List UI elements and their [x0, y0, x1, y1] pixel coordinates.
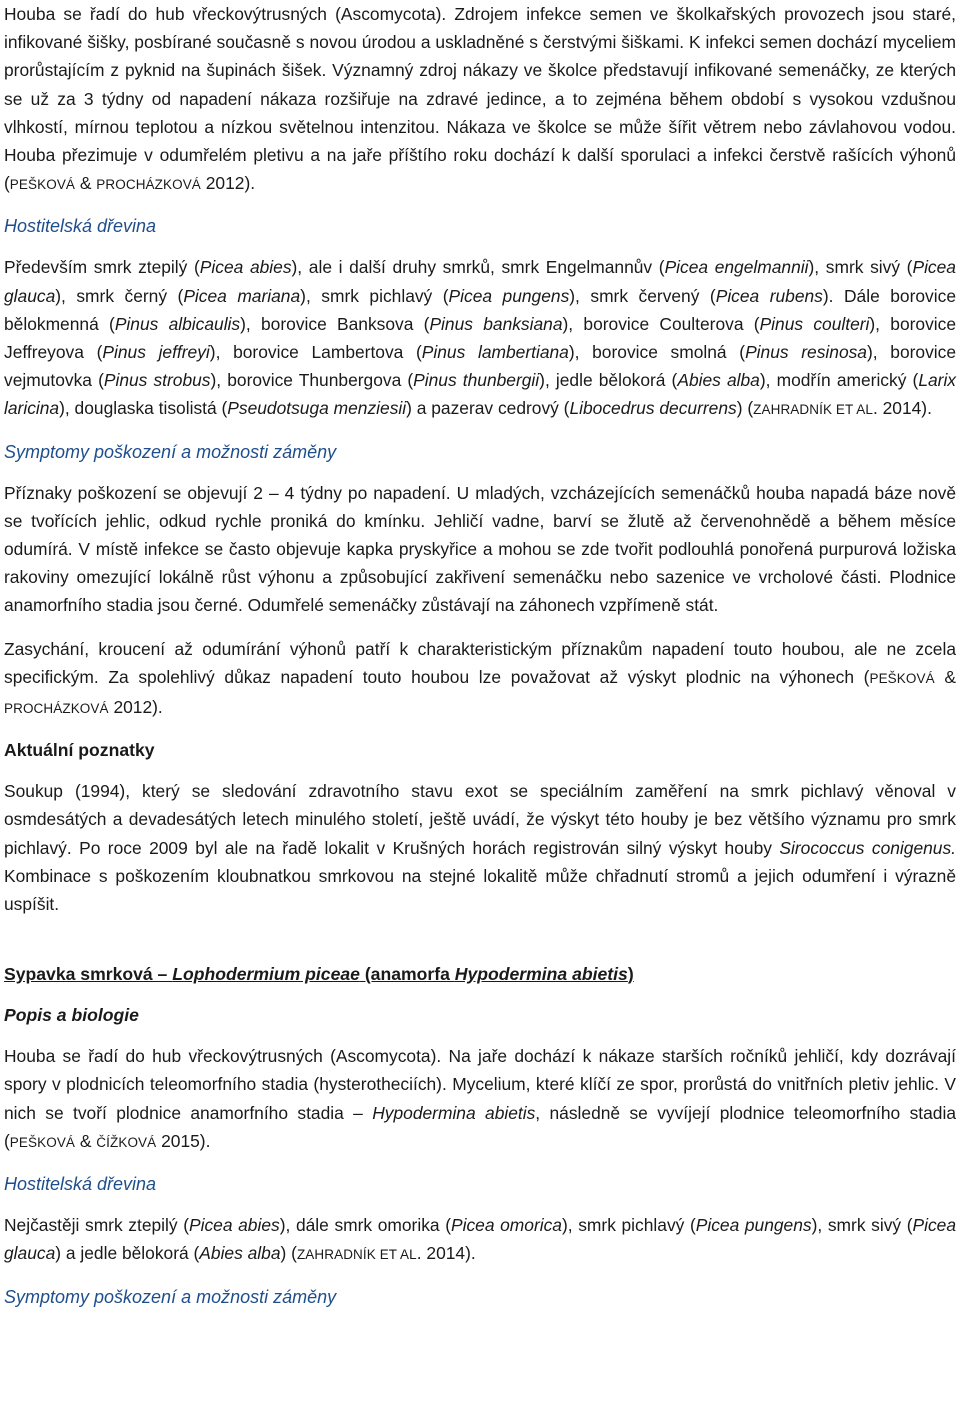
paragraph-host-trees: Především smrk ztepilý (Picea abies), ale i další druhy smrků, smrk Engelmannův (Picea engelmannii), smrk sivý (Picea glauca), smrk černý (Picea mariana), smrk pichlavý (Picea pungens), smrk červený (Picea rubens). Dále borovice bělokmenná (Pinus albicaulis), borovice Banksova (Pinus banksiana), borovice Coulterova (Pinus coulteri), borovice Jeffreyova (Pinus jeffreyi), borovice Lambertova (Pinus lambertiana), borovice smolná (Pinus resinosa), borovice vejmutovka (Pinus strobus), borovice Thunbergova (Pinus thunbergii), jedle bělokorá (Abies alba), modřín americký (Larix laricina), douglaska tisolistá (Pseudotsuga menziesii) a pazerav cedrový (Libocedrus decurrens) (ZAHRADNÍK ET AL. 2014). — [4, 257, 957, 419]
author-citation: PROCHÁZKOVÁ — [96, 177, 201, 193]
section-heading-description: Popis a biologie — [4, 1005, 139, 1026]
author-citation: PEŠKOVÁ — [9, 1134, 76, 1150]
author-citation: ČÍŽKOVÁ — [96, 1134, 157, 1150]
section-heading-symptoms: Symptomy poškození a možnosti záměny — [4, 441, 337, 462]
author-citation: PROCHÁZKOVÁ — [4, 701, 109, 717]
author-citation: ZAHRADNÍK ET AL — [753, 402, 873, 418]
section-heading-host-trees-2: Hostitelská dřevina — [4, 1174, 157, 1195]
disease-title: Sypavka smrková – Lophodermium piceae (anamorfa Hypodermina abietis) — [4, 964, 634, 985]
section-heading-symptoms-2: Symptomy poškození a možnosti záměny — [4, 1286, 337, 1307]
author-citation: PEŠKOVÁ — [869, 670, 935, 686]
paragraph-current-findings: Soukup (1994), který se sledování zdravotního stavu exot se speciálním zaměření na smrk pichlavý věnoval v osmdesátých a devadesátých letech minulého století, ještě uvádí, že výskyt této houby je bez většího významu pro smrk pichlavý. Po roce 2009 byl ale na řadě lokalit v Krušných horách registrován silný výskyt houby Sirococcus conigenus. Kombinace s poškozením kloubnatkou smrkovou na stejné lokalitě může chřadnutí stromů a jejich odumření i výrazně uspíšit. — [4, 781, 956, 915]
paragraph-infection-source: Houba se řadí do hub vřeckovýtrusných (Ascomycota). Zdrojem infekce semen ve školkařských provozech jsou staré, infikované šišky, posbírané současně s novou úrodou a uskladněné s čerstvými šiškami. K infekci semen dochází myceliem prorůstajícím z pyknid na šupinách šišek. Významný zdroj nákazy ve školce představují infikované semenáčky, ze kterých se už za 3 týdny od napadení nákaza rozšiřuje na zdravé jedince, a to zejména během období s vysokou vzdušnou vlhkostí, mírnou teplotou a nízkou světelnou intenzitou. Nákaza ve školce se může šířit větrem nebo závlahovou vodou. Houba přezimuje v odumřelém pletivu a na jaře příštího roku dochází k další sporulaci a infekci čerstvě rašících výhonů (PEŠKOVÁ & PROCHÁZKOVÁ 2012). — [4, 4, 956, 194]
section-heading-host-trees: Hostitelská dřevina — [4, 216, 157, 237]
author-citation: ZAHRADNÍK ET AL — [296, 1247, 417, 1263]
paragraph-description: Houba se řadí do hub vřeckovýtrusných (Ascomycota). Na jaře dochází k nákaze starších ročníků jehličí, kdy dozrávají spory v plodnicích teleomorfního stadia (hysterotheciích). Mycelium, které klíčí ze spor, prorůstá do vnitřních pletiv jehlic. V nich se tvoří plodnice anamorfního stadia – Hypodermina abietis, následně se vyvíjejí plodnice teleomorfního stadia (PEŠKOVÁ & ČÍŽKOVÁ 2015). — [4, 1046, 956, 1151]
author-citation: PEŠKOVÁ — [9, 177, 76, 193]
section-heading-current-findings: Aktuální poznatky — [4, 740, 155, 761]
paragraph-symptoms: Příznaky poškození se objevují 2 – 4 týdny po napadení. U mladých, vzcházejících semenáčků houba napadá báze nově se tvořících jehlic, odkud rychle proniká do kmínku. Jehličí vadne, barví se žlutě až červenohnědě a během měsíce odumírá. V místě infekce se často objevuje kapka pryskyřice a mohou se zde tvořit podlouhlá ponořená purpurová ložiska rakoviny omezující lokálně růst výhonu a způsobující zakřivení semenáčku nebo sazenice ve vrcholové části. Plodnice anamorfního stadia jsou černé. Odumřelé semenáčky zůstávají na záhonech vzpřímeně stát. — [4, 482, 956, 616]
paragraph-host-trees-2: Nejčastěji smrk ztepilý (Picea abies), dále smrk omorika (Picea omorica), smrk pichlavý (Picea pungens), smrk sivý (Picea glauca) a jedle bělokorá (Abies alba) (ZAHRADNÍK ET AL. 2014). — [4, 1215, 957, 1264]
paragraph-symptoms-evidence: Zasychání, kroucení až odumírání výhonů patří k charakteristickým příznakům napadení touto houbou, ale ne zcela specifickým. Za spolehlivý důkaz napadení touto houbou lze považovat až výskyt plodnic na výhonech (PEŠKOVÁ & PROCHÁZKOVÁ 2012). — [4, 638, 956, 718]
